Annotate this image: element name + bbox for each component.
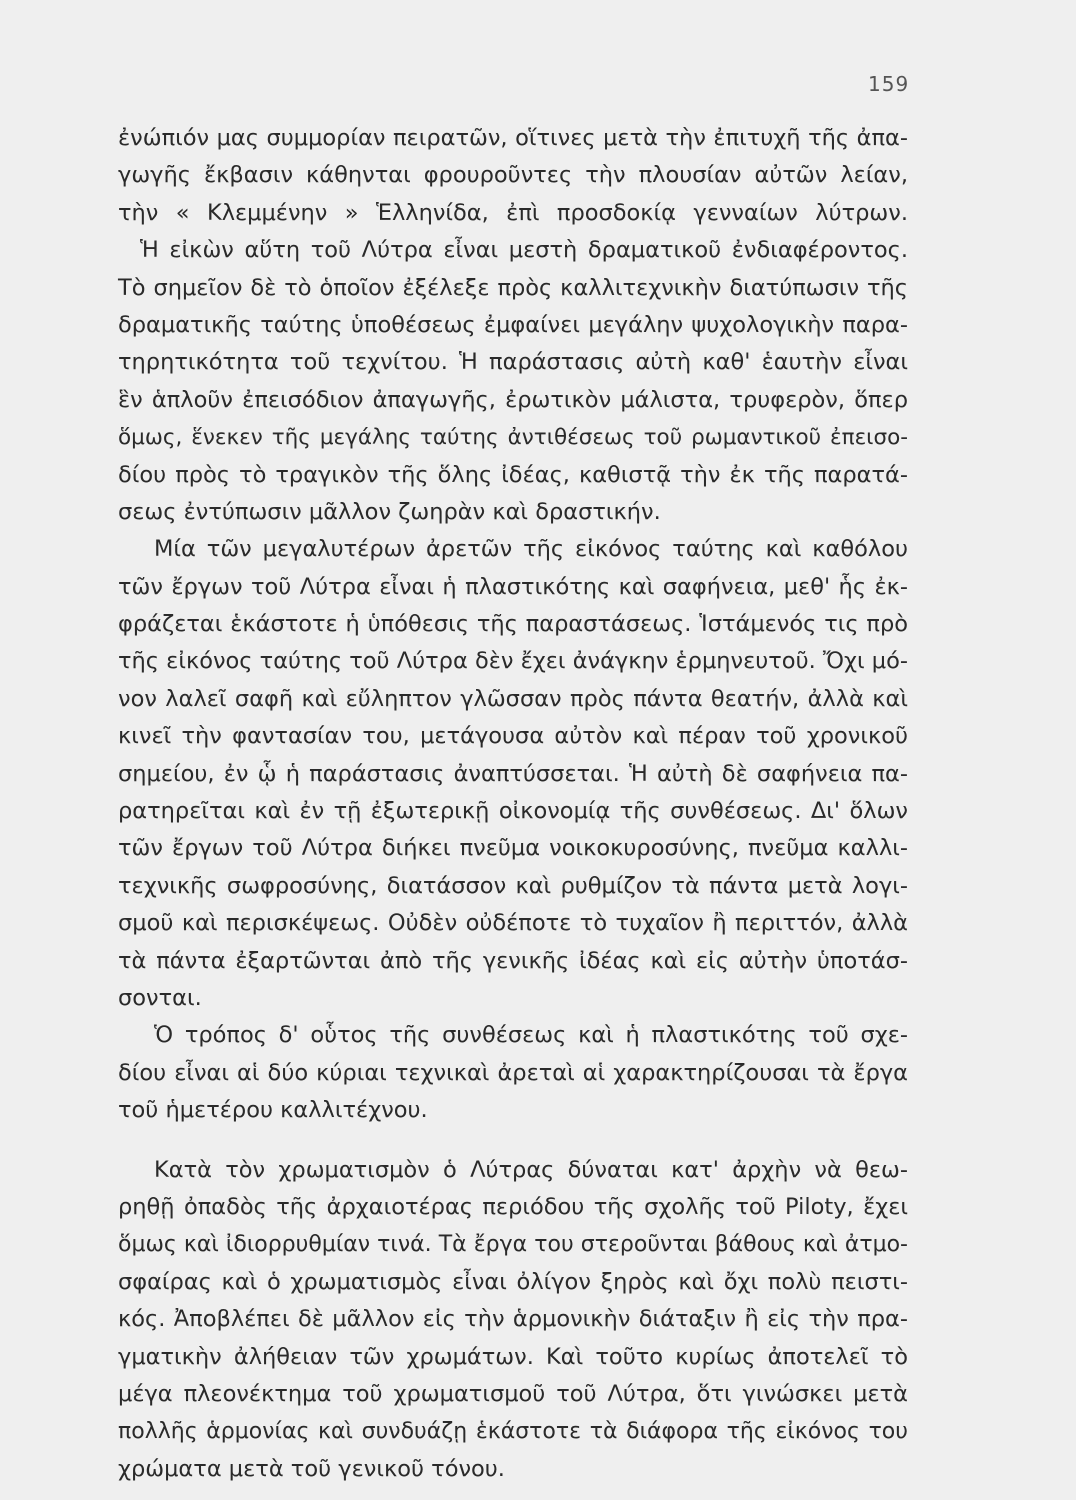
text-line: μέγα πλεονέκτημα τοῦ χρωματισμοῦ τοῦ Λύτρα, ὅτι γινώσκει μετὰ [118, 1380, 908, 1407]
text-line: νον λαλεῖ σαφῆ καὶ εὔληπτον γλῶσσαν πρὸς πάντα θεατήν, ἀλλὰ καὶ [118, 685, 908, 712]
text-line: κινεῖ τὴν φαντασίαν του, μετάγουσα αὐτὸν καὶ πέραν τοῦ χρονικοῦ [118, 723, 908, 750]
text-line: Ἡ εἰκὼν αὕτη τοῦ Λύτρα εἶναι μεστὴ δραματικοῦ ἐνδιαφέροντος. [140, 237, 908, 264]
text-line: Κατὰ τὸν χρωματισμὸν ὁ Λύτρας δύναται κατ' ἀρχὴν νὰ θεω- [154, 1156, 908, 1183]
text-line: ἓν ἁπλοῦν ἐπεισόδιον ἀπαγωγῆς, ἐρωτικὸν μάλιστα, τρυφερὸν, ὅπερ [118, 386, 908, 413]
text-line: Μία τῶν μεγαλυτέρων ἀρετῶν τῆς εἰκόνος ταύτης καὶ καθόλου [154, 536, 908, 563]
text-line: τῆς εἰκόνος ταύτης τοῦ Λύτρα δὲν ἔχει ἀνάγκην ἑρμηνευτοῦ. Ὄχι μό- [118, 648, 908, 675]
text-line: ὅμως, ἕνεκεν τῆς μεγάλης ταύτης ἀντιθέσεως τοῦ ρωμαντικοῦ ἐπεισο- [118, 425, 908, 451]
text-line: φράζεται ἑκάστοτε ἡ ὑπόθεσις τῆς παραστάσεως. Ἱστάμενός τις πρὸ [118, 611, 908, 638]
text-line: δίου εἶναι αἱ δύο κύριαι τεχνικαὶ ἀρεταὶ αἱ χαρακτηρίζουσαι τὰ ἔργα [118, 1059, 908, 1086]
text-line: κός. Ἀποβλέπει δὲ μᾶλλον εἰς τὴν ἁρμονικὴν διάταξιν ἢ εἰς τὴν πρα- [118, 1306, 908, 1333]
text-line: σμοῦ καὶ περισκέψεως. Οὐδὲν οὐδέποτε τὸ τυχαῖον ἢ περιττόν, ἀλλὰ [118, 910, 908, 937]
text-line: ὅμως καὶ ἰδιορρυθμίαν τινά. Τὰ ἔργα του στεροῦνται βάθους καὶ ἀτμο- [118, 1232, 908, 1258]
body-text [118, 120, 908, 1488]
text-line: ρηθῇ ὀπαδὸς τῆς ἀρχαιοτέρας περιόδου τῆς σχολῆς τοῦ Piloty, ἔχει [118, 1193, 908, 1220]
text-line: ρατηρεῖται καὶ ἐν τῇ ἐξωτερικῇ οἰκονομίᾳ τῆς συνθέσεως. Δι' ὅλων [118, 798, 908, 825]
text-line: σημείου, ἐν ᾧ ἡ παράστασις ἀναπτύσσεται. Ἡ αὐτὴ δὲ σαφήνεια πα- [118, 760, 908, 787]
text-line: χρώματα μετὰ τοῦ γενικοῦ τόνου. [118, 1455, 505, 1482]
text-line: δραματικῆς ταύτης ὑποθέσεως ἐμφαίνει μεγάλην ψυχολογικὴν παρα- [118, 311, 908, 338]
text-line: σονται. [118, 984, 202, 1011]
text-line: σφαίρας καὶ ὁ χρωματισμὸς εἶναι ὀλίγον ξηρὸς καὶ ὄχι πολὺ πειστι- [118, 1268, 908, 1295]
text-line: δίου πρὸς τὸ τραγικὸν τῆς ὅλης ἰδέας, καθιστᾷ τὴν ἐκ τῆς παρατά- [118, 461, 908, 488]
text-line: τὴν « Κλεμμένην » Ἑλληνίδα, ἐπὶ προσδοκίᾳ γενναίων λύτρων. [118, 199, 908, 226]
text-line: ἐνώπιόν μας συμμορίαν πειρατῶν, οἵτινες μετὰ τὴν ἐπιτυχῆ τῆς ἀπα- [118, 125, 908, 151]
text-line: τοῦ ἡμετέρου καλλιτέχνου. [118, 1097, 428, 1124]
text-line: τηρητικότητα τοῦ τεχνίτου. Ἡ παράστασις αὐτὴ καθ' ἑαυτὴν εἶναι [118, 349, 908, 376]
text-line: τῶν ἔργων τοῦ Λύτρα διήκει πνεῦμα νοικοκυροσύνης, πνεῦμα καλλι- [118, 835, 908, 862]
text-line: γματικὴν ἀλήθειαν τῶν χρωμάτων. Καὶ τοῦτο κυρίως ἀποτελεῖ τὸ [118, 1343, 908, 1370]
text-line: πολλῆς ἁρμονίας καὶ συνδυάζῃ ἑκάστοτε τὰ διάφορα τῆς εἰκόνος του [118, 1419, 908, 1445]
text-line: γωγῆς ἔκβασιν κάθηνται φρουροῦντες τὴν πλουσίαν αὐτῶν λείαν, [118, 162, 908, 189]
text-line: τεχνικῆς σωφροσύνης, διατάσσον καὶ ρυθμίζον τὰ πάντα μετὰ λογι- [118, 872, 908, 899]
text-line: τὰ πάντα ἐξαρτῶνται ἀπὸ τῆς γενικῆς ἰδέας καὶ εἰς αὐτὴν ὑποτάσ- [118, 947, 908, 974]
text-line: σεως ἐντύπωσιν μᾶλλον ζωηρὰν καὶ δραστικήν. [118, 498, 661, 525]
text-line: τῶν ἔργων τοῦ Λύτρα εἶναι ἡ πλαστικότης καὶ σαφήνεια, μεθ' ἧς ἐκ- [118, 573, 908, 600]
page-number: 159 [868, 72, 910, 96]
text-line: Τὸ σημεῖον δὲ τὸ ὁποῖον ἐξέλεξε πρὸς καλλιτεχνικὴν διατύπωσιν τῆς [118, 274, 908, 301]
text-line: Ὁ τρόπος δ' οὗτος τῆς συνθέσεως καὶ ἡ πλαστικότης τοῦ σχε- [154, 1022, 908, 1049]
